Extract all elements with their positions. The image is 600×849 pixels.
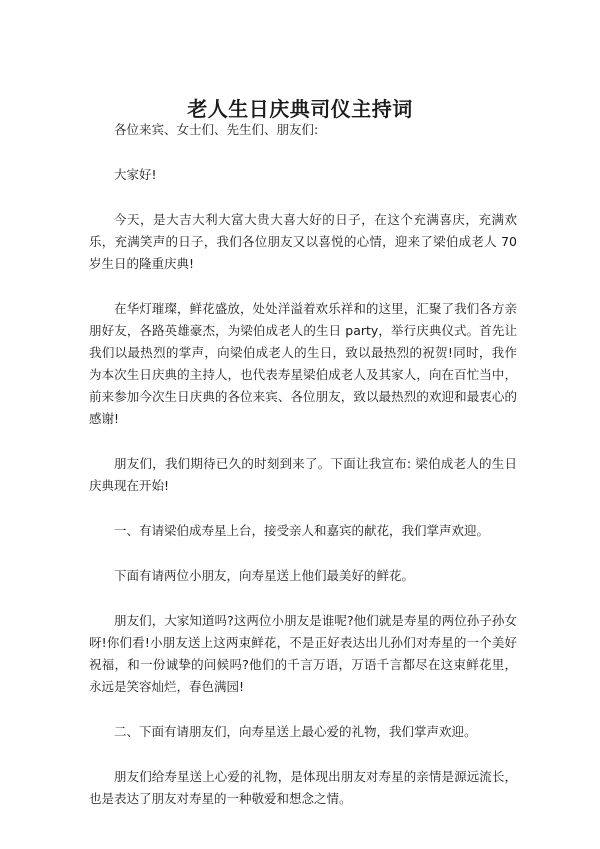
paragraph-announcement: 朋友们，我们期待已久的时刻到来了。下面让我宣布: 梁伯成老人的生日庆典现在开始!	[89, 456, 517, 493]
paragraph-grandchildren: 朋友们，大家知道吗?这两位小朋友是谁呢?他们就是寿星的两位孙子孙女呀!你们看!小朋友送上这两束鲜花，不是正好表达出儿孙们对寿星的一个美好祝福，和一份诚挚的问候吗?他们的千言万语，万语千言都尽在这束鲜花里，永远是笑容灿烂，春色满园!	[89, 613, 517, 694]
paragraph-children-flowers: 下面有请两位小朋友，向寿星送上他们最美好的鲜花。	[114, 568, 415, 583]
page-title: 老人生日庆典司仪主持词	[187, 97, 413, 122]
paragraph-opening: 今天，是大吉大利大富大贵大喜大好的日子，在这个充满喜庆，充满欢乐，充满笑声的日子，我们各位朋友又以喜悦的心情，迎来了梁伯成老人 70 岁生日的隆重庆典!	[89, 212, 517, 271]
paragraph-greeting: 各位来宾、女士们、先生们、朋友们:	[114, 122, 319, 137]
paragraph-hello: 大家好!	[114, 167, 157, 182]
paragraph-welcome: 在华灯璀璨，鲜花盛放，处处洋溢着欢乐祥和的这里，汇聚了我们各方亲朋好友，各路英雄豪杰，为梁伯成老人的生日 party，举行庆典仪式。首先让我们以最热烈的掌声，向梁伯成老人的生日，致以最热烈的祝贺!同时，我作为本次生日庆典的主持人，也代表寿星梁伯成老人及其家人，向在百忙当中，前来参加今次生日庆典的各位来宾、各位朋友，致以最热烈的欢迎和最衷心的感谢!	[89, 301, 517, 426]
paragraph-step-one: 一、有请梁伯成寿星上台，接受亲人和嘉宾的献花，我们掌声欢迎。	[114, 523, 490, 538]
document-body	[89, 119, 517, 833]
paragraph-gifts: 朋友们给寿星送上心爱的礼物，是体现出朋友对寿星的亲情是源远流长，也是表达了朋友对寿星的一种敬爱和想念之情。	[89, 769, 517, 806]
paragraph-step-two: 二、下面有请朋友们，向寿星送上最心爱的礼物，我们掌声欢迎。	[114, 724, 477, 739]
